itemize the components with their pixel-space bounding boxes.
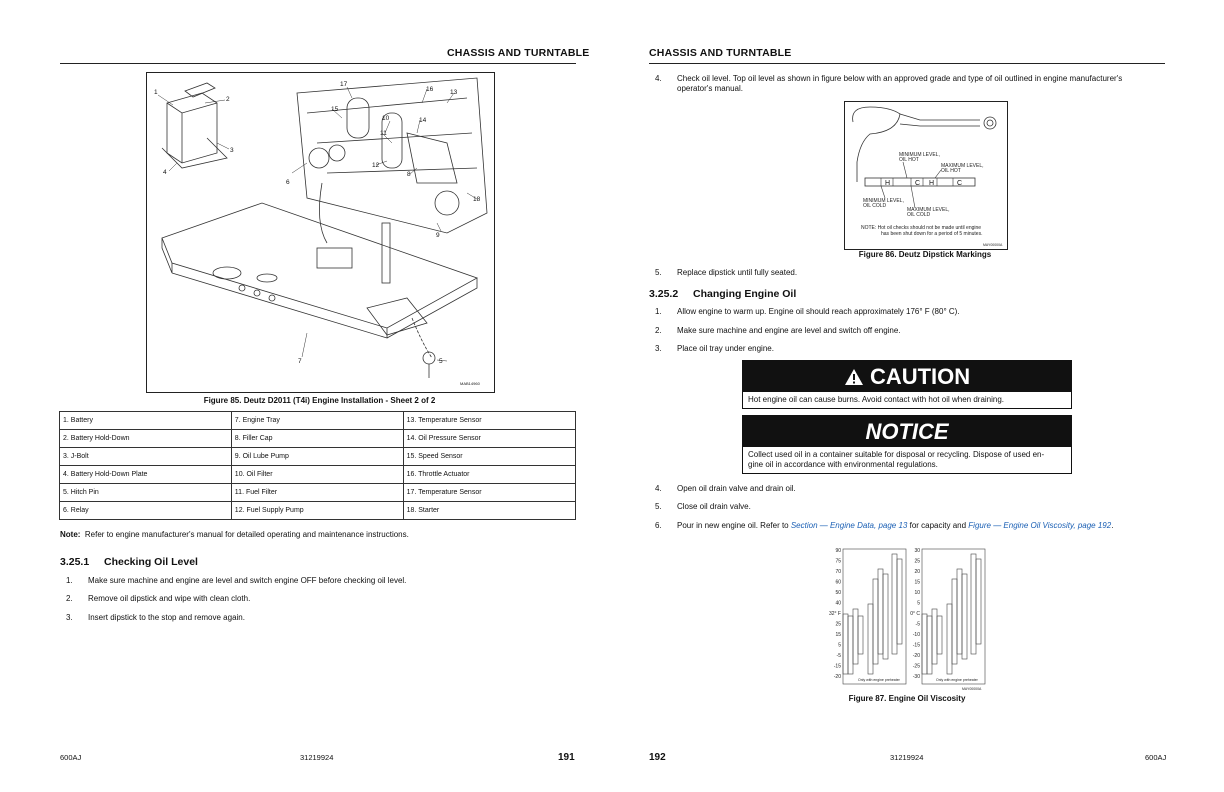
- step-number: 6.: [655, 521, 662, 530]
- section-title: Checking Oil Level: [104, 556, 198, 568]
- parts-table-cell: 15. Speed Sensor: [403, 448, 575, 466]
- viscosity-tick-label: -30: [912, 674, 920, 680]
- callout-3: 3: [230, 147, 234, 154]
- label-max-cold-2: OIL COLD: [907, 212, 931, 218]
- figure-87-caption: Figure 87. Engine Oil Viscosity: [848, 694, 966, 703]
- viscosity-tick-label: 5: [917, 600, 920, 607]
- mark-c-1: C: [915, 180, 921, 187]
- viscosity-tick-label: -15: [912, 642, 920, 649]
- viscosity-tick-label: 60: [835, 579, 841, 586]
- viscosity-range-bar: [897, 559, 902, 644]
- oil-viscosity-link[interactable]: Figure — Engine Oil Viscosity, page 192: [968, 521, 1112, 530]
- caution-header: [743, 361, 1071, 392]
- callout-12: 12: [372, 162, 380, 169]
- viscosity-tick-label: 20: [914, 569, 920, 575]
- step-text: Make sure machine and engine are level and switch engine OFF before checking oil level.: [88, 576, 407, 585]
- callout-8: 8: [407, 171, 411, 178]
- left-footer-model: 600AJ: [60, 753, 82, 762]
- callout-17: 17: [340, 81, 348, 88]
- step-number: 1.: [655, 307, 662, 316]
- step-text-part: .: [1111, 521, 1114, 530]
- viscosity-tick-label: -10: [912, 632, 920, 638]
- parts-legend-table: [59, 411, 576, 520]
- viscosity-tick-label: 90: [835, 548, 841, 554]
- viscosity-tick-label: 32° F: [828, 611, 841, 617]
- viscosity-tick-label: 75: [835, 558, 841, 565]
- engine-installation-drawing: [147, 73, 494, 392]
- parts-table-row: [60, 448, 576, 466]
- engine-drawing: [297, 78, 487, 243]
- viscosity-tick-label: 40: [835, 600, 841, 607]
- viscosity-range-bar: [927, 616, 932, 674]
- figure-85-caption: Figure 85. Deutz D2011 (T4i) Engine Installation - Sheet 2 of 2: [203, 396, 436, 405]
- viscosity-range-bar: [937, 616, 942, 654]
- viscosity-range-bar: [892, 554, 897, 654]
- parts-table-cell: 11. Fuel Filter: [231, 484, 403, 502]
- callout-2: 2: [226, 96, 230, 103]
- note-text: Refer to engine manufacturer's manual for detailed operating and maintenance instructions.: [84, 530, 409, 539]
- mark-h-2: H: [929, 180, 935, 187]
- callout-9: 9: [436, 232, 440, 239]
- step-number: 5.: [655, 502, 662, 511]
- viscosity-range-bar: [858, 616, 863, 654]
- viscosity-range-bar: [848, 616, 853, 674]
- engine-data-link[interactable]: Section — Engine Data, page 13: [790, 521, 908, 530]
- footnote-right: Only with engine preheater: [936, 678, 978, 682]
- dipstick-note-1: NOTE: Hot oil checks should not be made until engine: [861, 225, 982, 231]
- step-number: 2.: [66, 594, 73, 603]
- step-number: 1.: [66, 576, 73, 585]
- viscosity-range-bar: [922, 614, 927, 674]
- step-text-line: Check oil level. Top oil level as shown in figure below with an approved grade and type of oil outlined in engine manufacturer's: [677, 74, 1123, 83]
- step-text: [677, 521, 1113, 531]
- viscosity-range-bar: [878, 569, 883, 654]
- viscosity-tick-label: 25: [835, 621, 841, 628]
- viscosity-tick-label: -5: [915, 621, 920, 628]
- figure-87-viscosity: [824, 544, 990, 692]
- viscosity-tick-label: -25: [912, 663, 920, 670]
- callout-13: 13: [450, 89, 458, 96]
- viscosity-tick-label: 25: [914, 558, 920, 565]
- viscosity-range-bar: [962, 574, 967, 659]
- figure-86-dipstick: [844, 101, 1008, 250]
- label-max-cold: MAXIMUM LEVEL,: [907, 207, 950, 213]
- parts-table-cell: 14. Oil Pressure Sensor: [403, 430, 575, 448]
- step-number: 3.: [655, 344, 662, 353]
- viscosity-tick-label: 30: [914, 548, 920, 554]
- viscosity-range-bar: [873, 579, 878, 664]
- right-page-number: 192: [649, 752, 666, 763]
- viscosity-tick-label: 50: [835, 590, 841, 596]
- step-number: 3.: [66, 613, 73, 622]
- callout-18: 18: [473, 196, 481, 203]
- label-min-cold: MINIMUM LEVEL,: [863, 198, 904, 204]
- section-3-25-2-heading: [649, 288, 796, 300]
- viscosity-tick-label: -20: [912, 653, 920, 659]
- parts-table-cell: 1. Battery: [60, 412, 232, 430]
- figure-87-ref: MAY00000A: [962, 687, 982, 691]
- section-3-25-1-heading: [60, 556, 198, 568]
- callout-10: 10: [382, 115, 390, 122]
- figure-86-caption: Figure 86. Deutz Dipstick Markings: [858, 250, 992, 259]
- step-text: [677, 74, 1122, 94]
- parts-table-row: [60, 484, 576, 502]
- callout-14: 14: [419, 117, 427, 124]
- viscosity-range-bar: [957, 569, 962, 654]
- left-header-rule: [60, 63, 576, 64]
- viscosity-chart: [824, 544, 990, 692]
- viscosity-range-bar: [853, 609, 858, 664]
- callout-6: 6: [286, 179, 290, 186]
- mark-c-2: C: [957, 180, 963, 187]
- step-text: Remove oil dipstick and wipe with clean cloth.: [88, 594, 251, 603]
- label-max-hot: MAXIMUM LEVEL,: [941, 163, 984, 169]
- parts-table-cell: 8. Filler Cap: [231, 430, 403, 448]
- viscosity-tick-label: -5: [836, 653, 841, 659]
- callout-1: 1: [154, 89, 158, 96]
- step-number: 4.: [655, 484, 662, 493]
- step-number: 4.: [655, 74, 662, 83]
- parts-table-row: [60, 502, 576, 520]
- right-footer-model: 600AJ: [1145, 753, 1167, 762]
- notice-text-line: Collect used oil in a container suitable for disposal or recycling. Dispose of used en-: [748, 450, 1045, 459]
- footnote-left: Only with engine preheater: [858, 678, 900, 682]
- parts-table-cell: 4. Battery Hold-Down Plate: [60, 466, 232, 484]
- right-header-rule: [649, 63, 1165, 64]
- viscosity-range-bar: [843, 614, 848, 674]
- notice-header: NOTICE: [743, 416, 1071, 447]
- dipstick-note-2: has been shut down for a period of 5 minutes.: [881, 231, 983, 237]
- viscosity-tick-label: 0° C: [910, 611, 920, 617]
- parts-table-cell: 12. Fuel Supply Pump: [231, 502, 403, 520]
- label-min-hot-2: OIL HOT: [899, 157, 919, 163]
- step-number: 5.: [655, 268, 662, 277]
- viscosity-tick-label: 10: [914, 590, 920, 596]
- mark-h-1: H: [885, 180, 891, 187]
- figure-85-ref: MAB14960: [460, 381, 480, 386]
- parts-table-cell: 16. Throttle Actuator: [403, 466, 575, 484]
- viscosity-tick-label: 15: [914, 579, 920, 586]
- parts-table-cell: 2. Battery Hold-Down: [60, 430, 232, 448]
- parts-table-cell: 5. Hitch Pin: [60, 484, 232, 502]
- right-footer-doc: 31219924: [890, 753, 924, 762]
- viscosity-tick-label: 70: [835, 569, 841, 575]
- caution-title: CAUTION: [869, 364, 971, 389]
- viscosity-tick-label: -15: [833, 663, 841, 670]
- caution-box: [742, 360, 1072, 409]
- figure-85-engine-installation: [146, 72, 495, 393]
- label-min-hot: MINIMUM LEVEL,: [899, 152, 940, 158]
- callout-15: 15: [331, 106, 339, 113]
- left-footer-doc: 31219924: [300, 753, 334, 762]
- step-text: Replace dipstick until fully seated.: [677, 268, 798, 277]
- step-text-part: Pour in new engine oil. Refer to: [677, 521, 791, 530]
- viscosity-range-bar: [883, 574, 888, 659]
- label-max-hot-2: OIL HOT: [941, 168, 961, 174]
- warning-triangle-icon: [844, 368, 864, 386]
- step-number: 2.: [655, 326, 662, 335]
- parts-table-cell: 10. Oil Filter: [231, 466, 403, 484]
- viscosity-tick-label: 5: [838, 642, 841, 649]
- parts-table-row: [60, 430, 576, 448]
- caution-text: Hot engine oil can cause burns. Avoid contact with hot oil when draining.: [748, 395, 1005, 404]
- callout-16: 16: [426, 86, 434, 93]
- figure-85-callouts: [154, 81, 481, 386]
- parts-table-cell: 9. Oil Lube Pump: [231, 448, 403, 466]
- step-text-part: for capacity and: [907, 521, 969, 530]
- section-number: 3.25.1: [60, 556, 90, 568]
- viscosity-tick-label: 15: [835, 632, 841, 638]
- parts-table-row: [60, 412, 576, 430]
- step-text: Allow engine to warm up. Engine oil should reach approximately 176° F (80° C).: [677, 307, 960, 316]
- parts-table-cell: 7. Engine Tray: [231, 412, 403, 430]
- parts-table-cell: 17. Temperature Sensor: [403, 484, 575, 502]
- note-label: Note:: [60, 530, 81, 539]
- section-title: Changing Engine Oil: [693, 288, 797, 300]
- left-page-header: CHASSIS AND TURNTABLE: [447, 47, 590, 59]
- viscosity-range-bar: [947, 604, 952, 674]
- viscosity-range-bar: [868, 604, 873, 674]
- parts-table-cell: 6. Relay: [60, 502, 232, 520]
- note: [60, 530, 580, 540]
- step-text: Make sure machine and engine are level and switch off engine.: [677, 326, 901, 335]
- parts-table-cell: 3. J-Bolt: [60, 448, 232, 466]
- dipstick-drawing: [845, 102, 1007, 249]
- step-text: Insert dipstick to the stop and remove again.: [88, 613, 245, 622]
- callout-11: 11: [380, 130, 387, 137]
- label-min-cold-2: OIL COLD: [863, 203, 887, 209]
- parts-table-cell: 13. Temperature Sensor: [403, 412, 575, 430]
- parts-table-cell: 18. Starter: [403, 502, 575, 520]
- figure-86-ref: MAY00000A: [983, 243, 1003, 247]
- notice-box: [742, 415, 1072, 474]
- step-text: Close oil drain valve.: [677, 502, 751, 511]
- section-number: 3.25.2: [649, 288, 679, 300]
- right-page-header: CHASSIS AND TURNTABLE: [649, 47, 792, 59]
- viscosity-range-bar: [976, 559, 981, 644]
- engine-tray-drawing: [162, 203, 477, 378]
- notice-text: [743, 447, 1071, 473]
- viscosity-range-bar: [932, 609, 937, 664]
- notice-text-line: gine oil in accordance with environmental regulations.: [748, 460, 938, 469]
- parts-table-row: [60, 466, 576, 484]
- left-page-number: 191: [558, 752, 575, 763]
- step-text: Open oil drain valve and drain oil.: [677, 484, 796, 493]
- battery-drawing: [162, 83, 227, 168]
- callout-4: 4: [163, 169, 167, 176]
- callout-5: 5: [439, 358, 443, 365]
- viscosity-range-bar: [952, 579, 957, 664]
- callout-7: 7: [298, 358, 302, 365]
- viscosity-range-bar: [971, 554, 976, 654]
- step-text-line: operator's manual.: [677, 84, 744, 93]
- viscosity-tick-label: -20: [833, 674, 841, 680]
- step-text: Place oil tray under engine.: [677, 344, 774, 353]
